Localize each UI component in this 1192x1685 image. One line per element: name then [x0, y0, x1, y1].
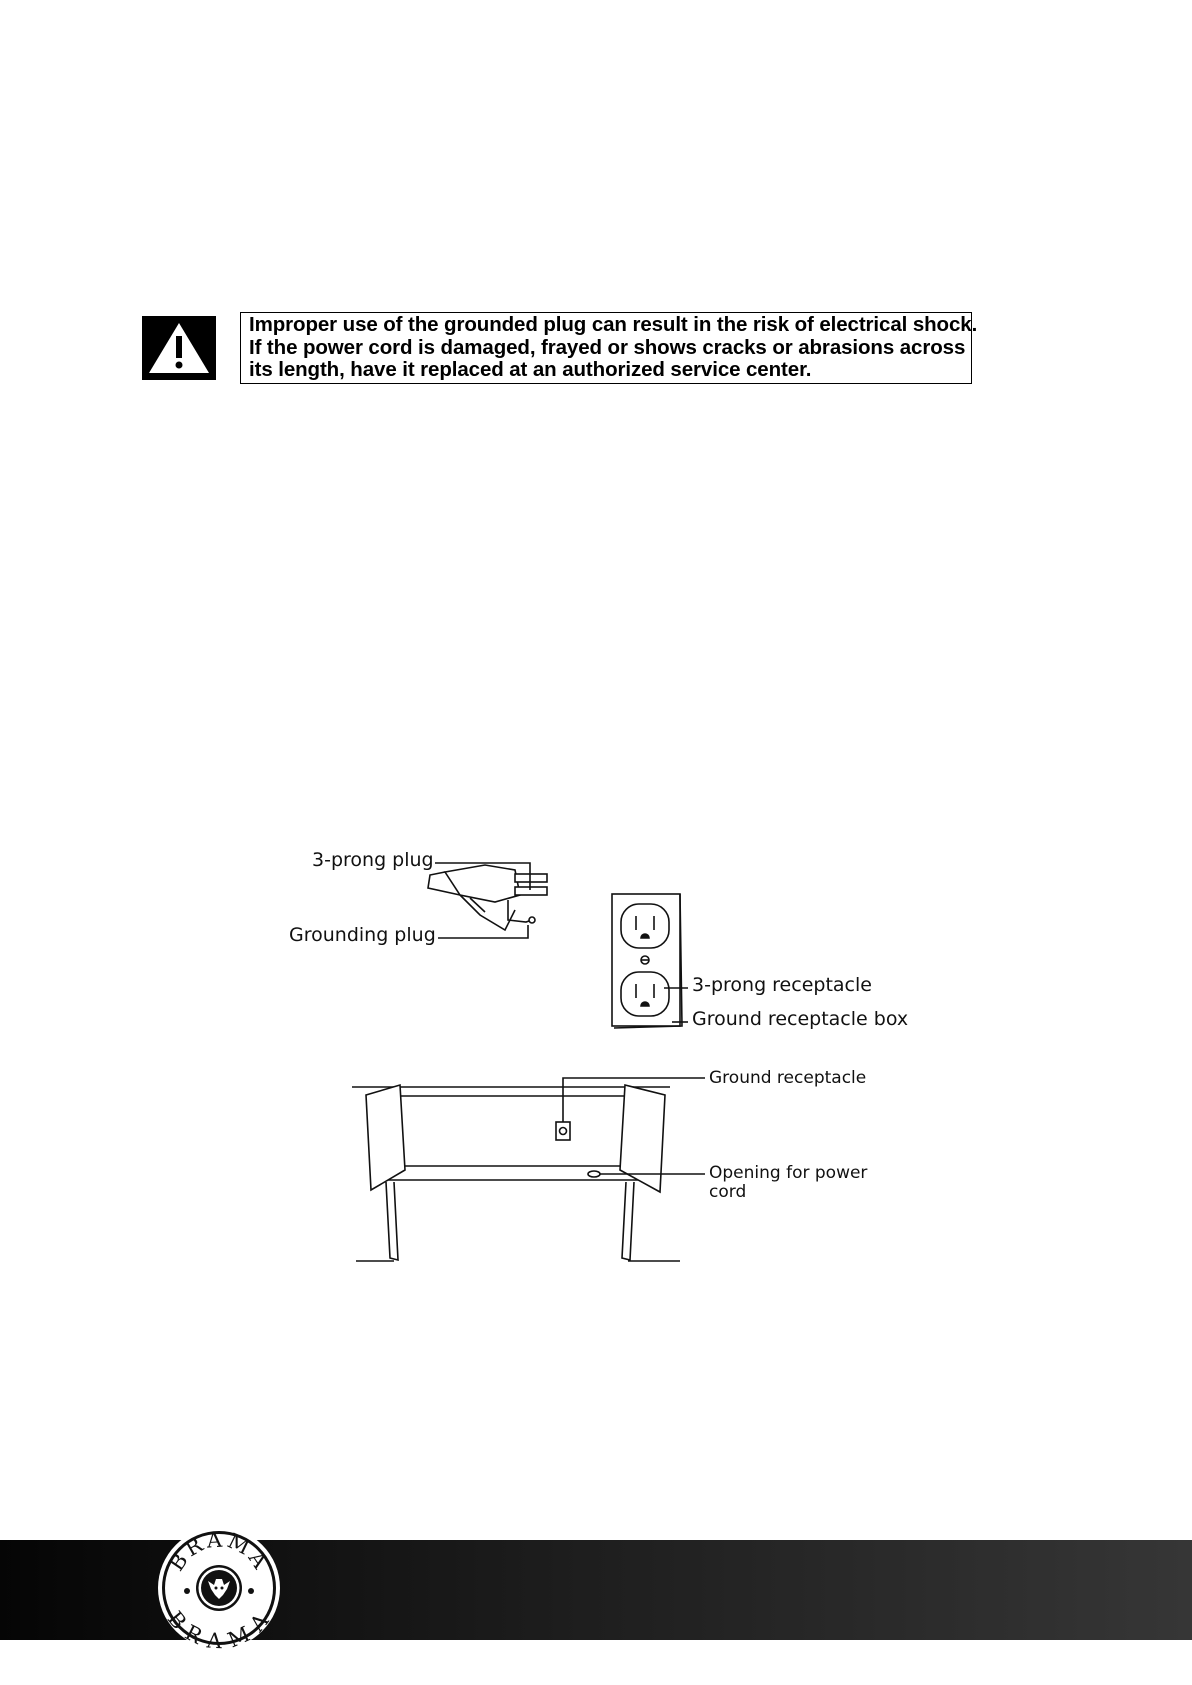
- label-ground-receptacle: Ground receptacle: [709, 1068, 867, 1088]
- outlet-illustration: [612, 894, 682, 1028]
- warning-line-3: its length, have it replaced at an authorized service center.: [249, 358, 812, 381]
- warning-line-2: If the power cord is damaged, frayed or shows cracks or abrasions across: [249, 335, 966, 359]
- label-ground-receptacle-box: Ground receptacle box: [692, 1008, 909, 1030]
- warning-box: [240, 312, 978, 384]
- plug-illustration: [428, 865, 547, 930]
- cabinet-illustration: [352, 1085, 680, 1261]
- grounding-diagram: [270, 840, 930, 1300]
- label-opening-line-2: cord: [709, 1182, 747, 1202]
- label-3-prong-receptacle: 3-prong receptacle: [692, 974, 872, 996]
- label-opening-line-1: Opening for power: [709, 1163, 868, 1183]
- label-3-prong-plug: 3-prong plug: [312, 849, 434, 871]
- brama-logo: [156, 1525, 282, 1651]
- label-opening-power-cord: [709, 1164, 867, 1202]
- label-grounding-plug: Grounding plug: [289, 924, 436, 946]
- warning-icon: [142, 316, 216, 380]
- logo-bottom-text: BRAMA: [162, 1606, 276, 1651]
- logo-top-text: BRAMA: [164, 1527, 274, 1576]
- warning-line-1: Improper use of the grounded plug can result in the risk of electrical shock.: [249, 313, 978, 336]
